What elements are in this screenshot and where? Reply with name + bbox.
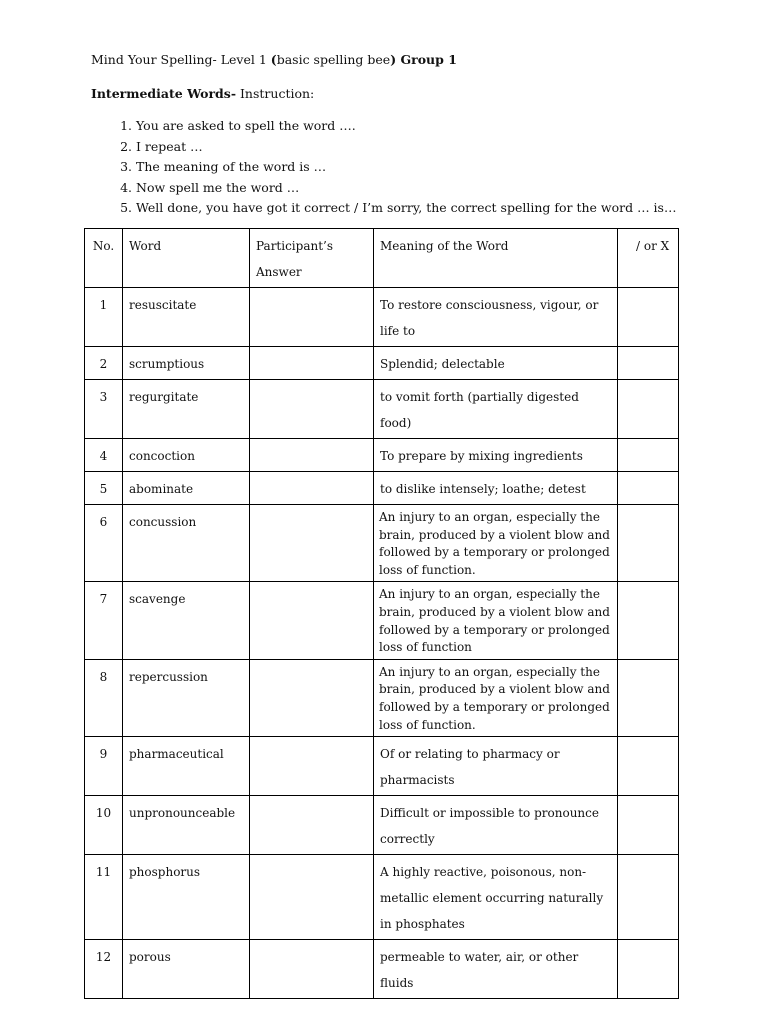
row-meaning: An injury to an organ, especially the brain, produced by a violent blow and followed by a temporary or prolonged loss of function. [374, 659, 618, 736]
row-word: phosphorus [123, 855, 250, 940]
answer-cell[interactable] [250, 855, 374, 940]
row-meaning: to vomit forth (partially digested food) [374, 380, 618, 439]
row-meaning: permeable to water, air, or other fluids [374, 940, 618, 999]
row-meaning: to dislike intensely; loathe; detest [374, 472, 618, 505]
answer-cell[interactable] [250, 347, 374, 380]
row-meaning: An injury to an organ, especially the brain, produced by a violent blow and followed by a temporary or prolonged loss of function [374, 582, 618, 659]
row-word: scavenge [123, 582, 250, 659]
mark-cell[interactable] [618, 737, 679, 796]
row-word: porous [123, 940, 250, 999]
row-number: 7 [85, 582, 123, 659]
row-meaning: Difficult or impossible to pronounce correctly [374, 796, 618, 855]
instruction-item: 1. You are asked to spell the word …. [136, 116, 756, 137]
document-title [91, 52, 457, 67]
mark-cell[interactable] [618, 505, 679, 582]
row-word: regurgitate [123, 380, 250, 439]
section-heading [91, 86, 314, 101]
section-heading-bold: Intermediate Words- [91, 86, 237, 101]
table-header-row [85, 229, 679, 288]
table-row [85, 737, 679, 796]
row-number: 2 [85, 347, 123, 380]
row-word: resuscitate [123, 288, 250, 347]
row-number: 3 [85, 380, 123, 439]
table-row [85, 472, 679, 505]
title-group: Group 1 [396, 52, 457, 67]
table-row [85, 796, 679, 855]
mark-cell[interactable] [618, 347, 679, 380]
row-meaning: Of or relating to pharmacy or pharmacists [374, 737, 618, 796]
mark-cell[interactable] [618, 288, 679, 347]
answer-cell[interactable] [250, 288, 374, 347]
mark-cell[interactable] [618, 472, 679, 505]
row-word: unpronounceable [123, 796, 250, 855]
instruction-item: 5. Well done, you have got it correct / I’m sorry, the correct spelling for the word … is… [136, 198, 756, 219]
row-meaning: To prepare by mixing ingredients [374, 439, 618, 472]
row-number: 1 [85, 288, 123, 347]
table-row [85, 855, 679, 940]
answer-cell[interactable] [250, 439, 374, 472]
answer-cell[interactable] [250, 380, 374, 439]
mark-cell[interactable] [618, 659, 679, 736]
answer-cell[interactable] [250, 940, 374, 999]
mark-cell[interactable] [618, 796, 679, 855]
row-number: 12 [85, 940, 123, 999]
row-meaning: To restore consciousness, vigour, or life to [374, 288, 618, 347]
mark-cell[interactable] [618, 940, 679, 999]
instruction-item: 2. I repeat … [136, 137, 756, 158]
instruction-item: 4. Now spell me the word … [136, 178, 756, 199]
row-meaning: Splendid; delectable [374, 347, 618, 380]
row-number: 4 [85, 439, 123, 472]
table-row [85, 439, 679, 472]
row-number: 10 [85, 796, 123, 855]
row-word: repercussion [123, 659, 250, 736]
row-number: 9 [85, 737, 123, 796]
row-word: abominate [123, 472, 250, 505]
answer-cell[interactable] [250, 582, 374, 659]
row-number: 11 [85, 855, 123, 940]
table-row [85, 940, 679, 999]
row-word: pharmaceutical [123, 737, 250, 796]
row-meaning: A highly reactive, poisonous, non-metallic element occurring naturally in phosphates [374, 855, 618, 940]
answer-cell[interactable] [250, 505, 374, 582]
answer-cell[interactable] [250, 472, 374, 505]
row-meaning: An injury to an organ, especially the brain, produced by a violent blow and followed by a temporary or prolonged loss of function. [374, 505, 618, 582]
mark-cell[interactable] [618, 439, 679, 472]
instruction-list [110, 116, 756, 219]
table-row [85, 380, 679, 439]
header-word: Word [123, 229, 250, 288]
row-word: concussion [123, 505, 250, 582]
section-heading-text: Instruction: [236, 86, 315, 101]
mark-cell[interactable] [618, 855, 679, 940]
title-paren-open: ( [270, 52, 277, 67]
instruction-item: 3. The meaning of the word is … [136, 157, 756, 178]
row-number: 5 [85, 472, 123, 505]
title-text: Mind Your Spelling- Level 1 [91, 52, 271, 67]
row-number: 8 [85, 659, 123, 736]
row-word: scrumptious [123, 347, 250, 380]
row-number: 6 [85, 505, 123, 582]
title-paren-text: basic spelling bee [276, 52, 391, 67]
table-row [85, 288, 679, 347]
table-row [85, 347, 679, 380]
answer-cell[interactable] [250, 659, 374, 736]
header-mark: / or X [618, 229, 679, 288]
title-paren-close: ) [390, 52, 397, 67]
table-row [85, 505, 679, 582]
header-answer: Participant’s Answer [250, 229, 374, 288]
table-row [85, 582, 679, 659]
answer-cell[interactable] [250, 737, 374, 796]
table-row [85, 659, 679, 736]
mark-cell[interactable] [618, 380, 679, 439]
spelling-word-table [84, 228, 679, 999]
mark-cell[interactable] [618, 582, 679, 659]
answer-cell[interactable] [250, 796, 374, 855]
row-word: concoction [123, 439, 250, 472]
header-no: No. [85, 229, 123, 288]
header-meaning: Meaning of the Word [374, 229, 618, 288]
